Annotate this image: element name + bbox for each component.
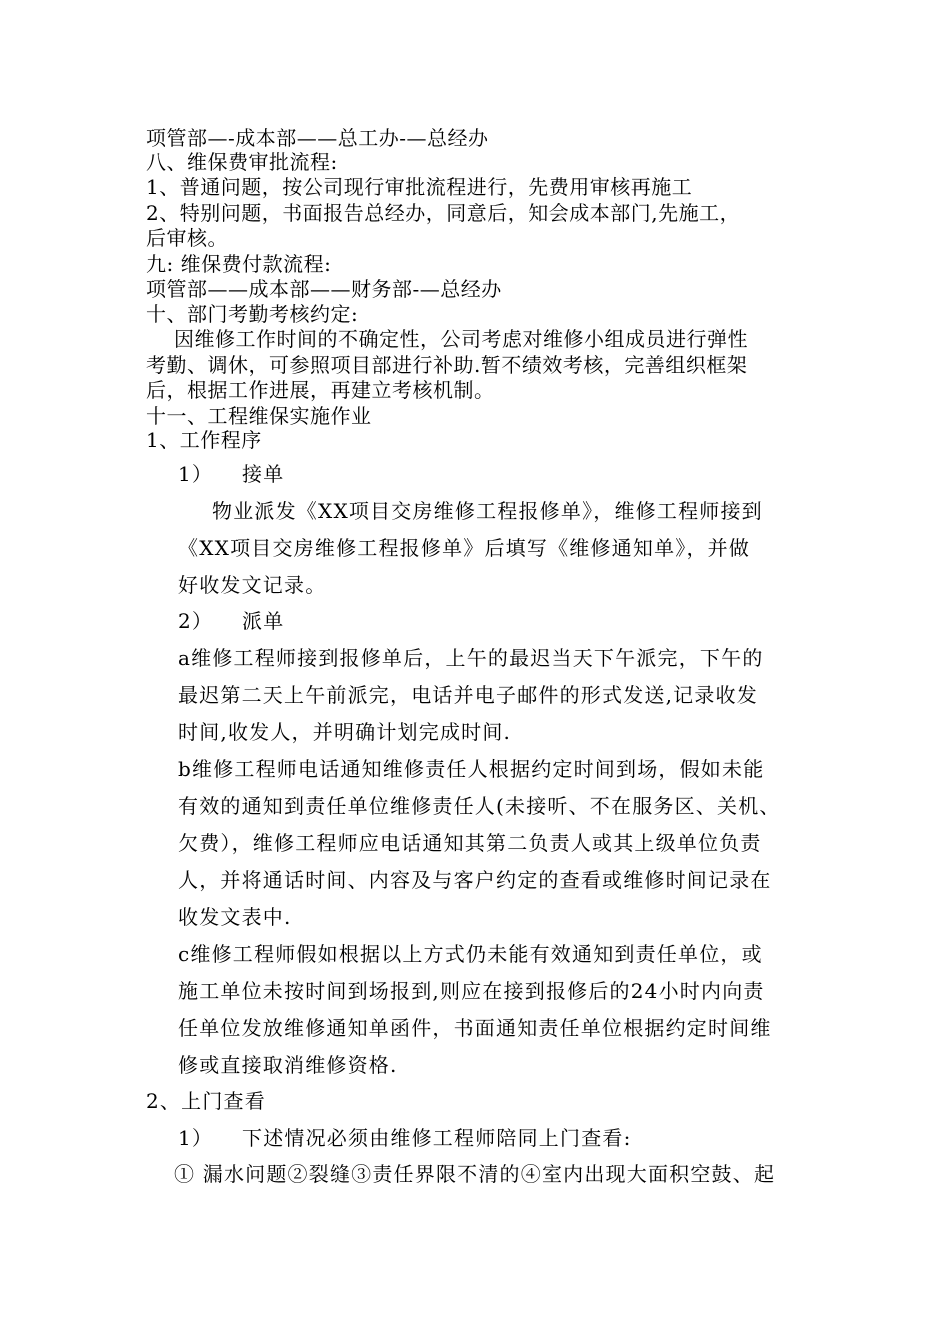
step-2b-line-4: 人，并将通话时间、内容及与客户约定的查看或维修时间记录在	[178, 868, 772, 892]
section-8-item-1: 1、普通问题，按公司现行审批流程进行，先费用审核再施工	[146, 175, 693, 199]
step-2a-line-3: 时间,收发人，并明确计划完成时间.	[178, 720, 512, 744]
step-2b-line-5: 收发文表中.	[178, 905, 292, 929]
section-11-heading: 十一、工程维保实施作业	[146, 404, 372, 428]
subsection-2-heading: 2、上门查看	[146, 1089, 266, 1113]
step-2c-line-3: 任单位发放维修通知单函件，书面通知责任单位根据约定时间维	[178, 1016, 772, 1040]
step-2-heading	[178, 609, 284, 633]
step-1-title: 接单	[242, 462, 285, 486]
payment-chain-line: 项管部——成本部——财务部-—总经办	[146, 277, 502, 301]
step-1-para-line-3: 好收发文记录。	[178, 573, 327, 597]
section-10-para-line-1: 因维修工作时间的不确定性，公司考虑对维修小组成员进行弹性	[174, 327, 748, 351]
inspection-step-1	[178, 1126, 632, 1150]
section-10-para-line-3: 后，根据工作进展，再建立考核机制。	[146, 378, 495, 402]
step-1-number: 1）	[178, 462, 214, 486]
section-8-heading: 八、维保费审批流程:	[146, 150, 338, 174]
step-2b-line-1: b维修工程师电话通知维修责任人根据约定时间到场，假如未能	[178, 757, 765, 781]
step-2-number: 2）	[178, 609, 214, 633]
inspection-step-1-text: 下述情况必须由维修工程师陪同上门查看:	[242, 1126, 632, 1150]
step-2a-line-2: 最迟第二天上午前派完，电话并电子邮件的形式发送,记录收发	[178, 683, 758, 707]
step-2c-line-1: c维修工程师假如根据以上方式仍未能有效通知到责任单位，或	[178, 942, 763, 966]
subsection-1-heading: 1、工作程序	[146, 428, 262, 452]
inspection-cases-line: ① 漏水问题②裂缝③责任界限不清的④室内出现大面积空鼓、起	[174, 1162, 776, 1186]
approval-chain-line: 项管部—-成本部——总工办-—总经办	[146, 126, 489, 150]
step-1-para-line-2: 《XX项目交房维修工程报修单》后填写《维修通知单》，并做	[178, 536, 751, 560]
step-2b-line-2: 有效的通知到责任单位维修责任人(未接听、不在服务区、关机、	[178, 794, 781, 818]
section-8-item-2-cont: 后审核。	[146, 226, 228, 250]
step-1-heading	[178, 462, 284, 486]
inspection-step-1-number: 1）	[178, 1126, 214, 1150]
section-8-item-2: 2、特别问题，书面报告总经办，同意后，知会成本部门,先施工，	[146, 201, 741, 225]
step-2-title: 派单	[242, 609, 285, 633]
step-2c-line-4: 修或直接取消维修资格.	[178, 1053, 398, 1077]
step-1-para-line-1: 物业派发《XX项目交房维修工程报修单》，维修工程师接到	[212, 499, 763, 523]
section-10-para-line-2: 考勤、调休，可参照项目部进行补助.暂不绩效考核，完善组织框架	[146, 353, 748, 377]
step-2c-line-2: 施工单位未按时间到场报到,则应在接到报修后的24小时内向责	[178, 979, 765, 1003]
step-2b-line-3: 欠费），维修工程师应电话通知其第二负责人或其上级单位负责	[178, 831, 762, 855]
section-9-heading: 九: 维保费付款流程:	[146, 252, 332, 276]
section-10-heading: 十、部门考勤考核约定:	[146, 302, 359, 326]
step-2a-line-1: a维修工程师接到报修单后，上午的最迟当天下午派完，下午的	[178, 646, 764, 670]
